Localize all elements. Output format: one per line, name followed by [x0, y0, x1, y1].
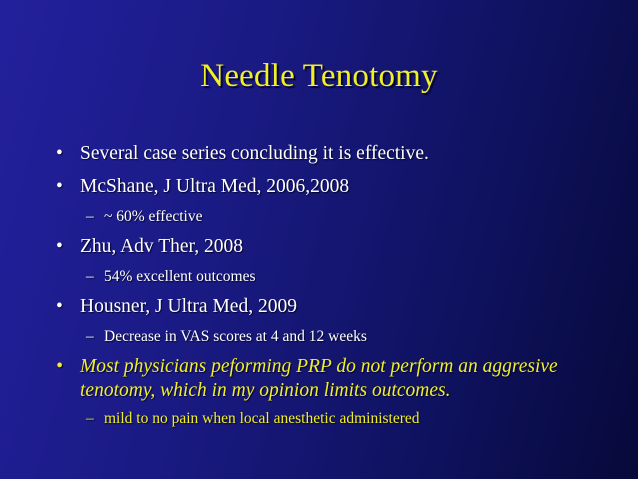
- sub-bullet-item: [50, 267, 620, 287]
- highlight-sub-bullet-item: [50, 409, 620, 429]
- bullet-dot: •: [56, 356, 63, 377]
- bullet-item: [50, 175, 620, 199]
- bullet-dot: •: [56, 143, 63, 164]
- bullet-text: McShane, J Ultra Med, 2006,2008: [80, 176, 350, 197]
- bullet-text-line1: Most physicians peforming PRP do not perform an aggresive: [80, 356, 558, 377]
- sub-bullet-item: [50, 327, 620, 347]
- sub-bullet-dash: –: [86, 208, 94, 225]
- sub-bullet-text: 54% excellent outcomes: [104, 268, 256, 285]
- bullet-text: Zhu, Adv Ther, 2008: [80, 236, 243, 257]
- bullet-text: Housner, J Ultra Med, 2009: [80, 296, 297, 317]
- bullet-item: [50, 235, 620, 259]
- sub-bullet-item: [50, 207, 620, 227]
- bullet-list: [50, 142, 620, 429]
- sub-bullet-dash: –: [86, 268, 94, 285]
- sub-bullet-dash: –: [86, 410, 94, 427]
- bullet-dot: •: [56, 176, 63, 197]
- sub-bullet-text: ~ 60% effective: [104, 208, 203, 225]
- slide-title: Needle Tenotomy: [200, 58, 438, 94]
- bullet-item: [50, 142, 620, 166]
- bullet-text: Several case series concluding it is effective.: [80, 143, 429, 164]
- highlight-bullet-item: [50, 355, 620, 403]
- sub-bullet-text: Decrease in VAS scores at 4 and 12 weeks: [104, 328, 367, 345]
- sub-bullet-text: mild to no pain when local anesthetic administered: [104, 410, 420, 427]
- bullet-text-line2: tenotomy, which in my opinion limits outcomes.: [80, 380, 451, 401]
- bullet-item: [50, 295, 620, 319]
- sub-bullet-dash: –: [86, 328, 94, 345]
- bullet-dot: •: [56, 296, 63, 317]
- bullet-dot: •: [56, 236, 63, 257]
